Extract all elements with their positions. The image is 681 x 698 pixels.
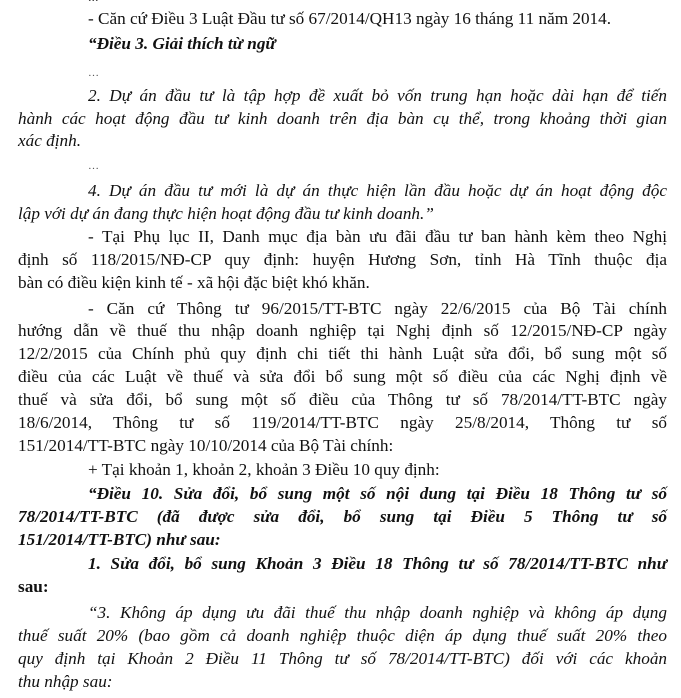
text-line: điều của các Luật về thuế và sửa đổi bổ sung một số điều của các Nghị định về: [18, 367, 667, 386]
text-line: thu nhập sau:: [18, 672, 113, 691]
text-line: “3. Không áp dụng ưu đãi thuế thu nhập doanh nghiệp và không áp dụng: [88, 603, 667, 622]
text-line: lập với dự án đang thực hiện hoạt động đầu tư kinh doanh.”: [18, 204, 434, 223]
text-line: 151/2014/TT-BTC) như sau:: [18, 530, 221, 549]
text-line: - Căn cứ Thông tư 96/2015/TT-BTC ngày 22/6/2015 của Bộ Tài chính: [88, 299, 667, 318]
article-heading: “Điều 10. Sửa đổi, bổ sung một số nội dung tại Điều 18 Thông tư số: [88, 484, 667, 503]
ellipsis: …: [88, 160, 99, 172]
ellipsis: …: [88, 67, 99, 79]
text-line: thuế suất 20% (bao gồm cả doanh nghiệp thuộc diện áp dụng thuế suất 20% theo: [18, 626, 667, 645]
text-line: 18/6/2014, Thông tư số 119/2014/TT-BTC ngày 25/8/2014, Thông tư số: [18, 413, 667, 432]
text-line: bàn có điều kiện kinh tế - xã hội đặc biệt khó khăn.: [18, 273, 370, 292]
text-line: 151/2014/TT-BTC ngày 10/10/2014 của Bộ Tài chính:: [18, 436, 394, 455]
text-line: 2. Dự án đầu tư là tập hợp đề xuất bỏ vốn trung hạn hoặc dài hạn để tiến: [88, 86, 667, 105]
text-line: 78/2014/TT-BTC (đã được sửa đổi, bổ sung tại Điều 5 Thông tư số: [18, 507, 667, 526]
text-line: - Căn cứ Điều 3 Luật Đầu tư số 67/2014/QH13 ngày 16 tháng 11 năm 2014.: [88, 9, 612, 28]
text-line: định số 118/2015/NĐ-CP quy định: huyện Hương Sơn, tỉnh Hà Tĩnh thuộc địa: [18, 250, 667, 269]
top-fragment: [88, 0, 99, 6]
text-line: xác định.: [18, 131, 82, 150]
clause-heading: 1. Sửa đổi, bổ sung Khoản 3 Điều 18 Thông tư số 78/2014/TT-BTC như: [88, 554, 667, 573]
text-line: quy định tại Khoản 2 Điều 11 Thông tư số 78/2014/TT-BTC) đối với các khoản: [18, 649, 667, 668]
text-line: hướng dẫn về thuế thu nhập doanh nghiệp tại Nghị định số 12/2015/NĐ-CP ngày: [18, 321, 667, 340]
text-line: hành các hoạt động đầu tư kinh doanh trên địa bàn cụ thể, trong khoảng thời gian: [18, 109, 667, 128]
text-line: - Tại Phụ lục II, Danh mục địa bàn ưu đãi đầu tư ban hành kèm theo Nghị: [88, 227, 667, 246]
article-heading: “Điều 3. Giải thích từ ngữ: [88, 34, 276, 53]
text-line: 4. Dự án đầu tư mới là dự án thực hiện lần đầu hoặc dự án hoạt động độc: [88, 181, 667, 200]
text-line: + Tại khoản 1, khoản 2, khoản 3 Điều 10 quy định:: [88, 460, 440, 479]
text-line: sau:: [18, 577, 49, 596]
text-line: thuế và sửa đổi, bổ sung một số điều của Thông tư số 78/2014/TT-BTC ngày: [18, 390, 667, 409]
text-line: 12/2/2015 của Chính phủ quy định chi tiết thi hành Luật sửa đổi, bổ sung một số: [18, 344, 667, 363]
